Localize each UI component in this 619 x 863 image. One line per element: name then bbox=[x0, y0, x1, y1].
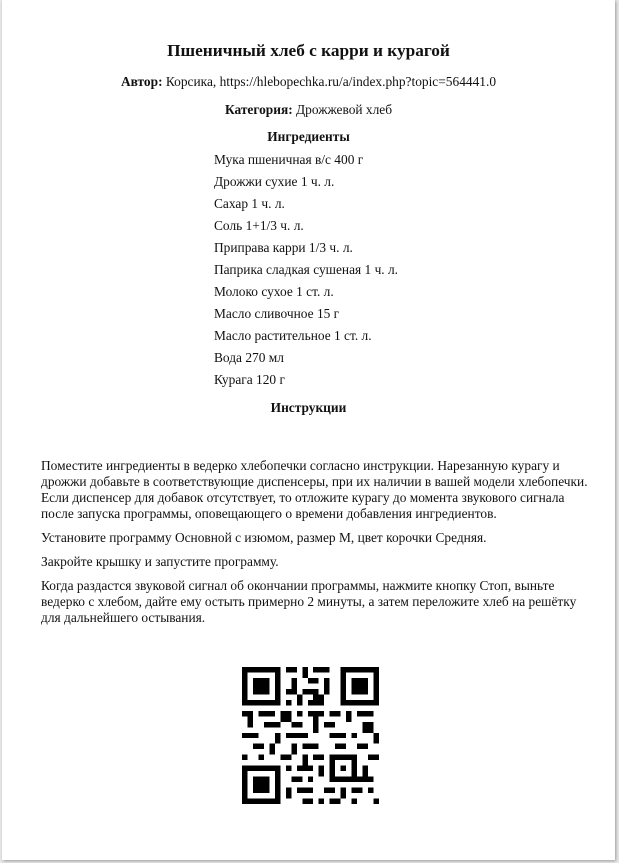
author-value: Корсика, https://hlebopechka.ru/a/index.php?topic=564441.0 bbox=[165, 74, 497, 89]
category-label: Категория: bbox=[224, 102, 293, 117]
ingredients-heading: Ингредиенты bbox=[267, 129, 350, 144]
ingredient-item: Курага 120 г bbox=[214, 372, 285, 387]
ingredients-list bbox=[214, 151, 398, 393]
category-value: Дрожжевой хлеб bbox=[296, 102, 393, 117]
ingredient-item: Соль 1+1/3 ч. л. bbox=[214, 218, 304, 233]
ingredient-item: Масло сливочное 15 г bbox=[214, 306, 340, 321]
qr-code bbox=[242, 667, 379, 804]
document-page bbox=[2, 0, 615, 860]
ingredient-item: Сахар 1 ч. л. bbox=[214, 196, 285, 211]
ingredient-item: Паприка сладкая сушеная 1 ч. л. bbox=[214, 262, 399, 277]
author-line bbox=[2, 74, 615, 90]
ingredient-item: Масло растительное 1 ст. л. bbox=[214, 328, 372, 343]
instruction-step: Закройте крышку и запустите программу. bbox=[41, 554, 279, 569]
instructions-heading: Инструкции bbox=[270, 400, 347, 415]
ingredient-item: Приправа карри 1/3 ч. л. bbox=[214, 240, 353, 255]
ingredient-item: Вода 270 мл bbox=[214, 350, 284, 365]
ingredient-item: Молоко сухое 1 ст. л. bbox=[214, 284, 334, 299]
author-label: Автор: bbox=[120, 74, 163, 89]
instruction-step: Установите программу Основной с изюмом, размер M, цвет корочки Средняя. bbox=[41, 530, 487, 545]
ingredient-item: Мука пшеничная в/с 400 г bbox=[214, 152, 364, 167]
recipe-title: Пшеничный хлеб с карри и курагой bbox=[167, 41, 450, 60]
instruction-step: Поместите ингредиенты в ведерко хлебопечки согласно инструкции. Нарезанную курагу и дрожжи добавьте в соответствующие диспенсеры, при их наличии в вашей модели хлебопечки. Если диспенсер для добавок отсутствует, то отложите курагу до момента звукового сигнала после запуска программы, оповещающего о времени добавления ингредиентов. bbox=[41, 458, 588, 521]
category-line bbox=[2, 102, 615, 118]
instructions-body bbox=[41, 458, 593, 634]
ingredient-item: Дрожжи сухие 1 ч. л. bbox=[214, 174, 335, 189]
instruction-step: Когда раздастся звуковой сигнал об окончании программы, нажмите кнопку Стоп, выньте ведерко с хлебом, дайте ему остыть примерно 2 минуты, а затем переложите хлеб на решётку для дальнейшего остывания. bbox=[41, 578, 577, 625]
